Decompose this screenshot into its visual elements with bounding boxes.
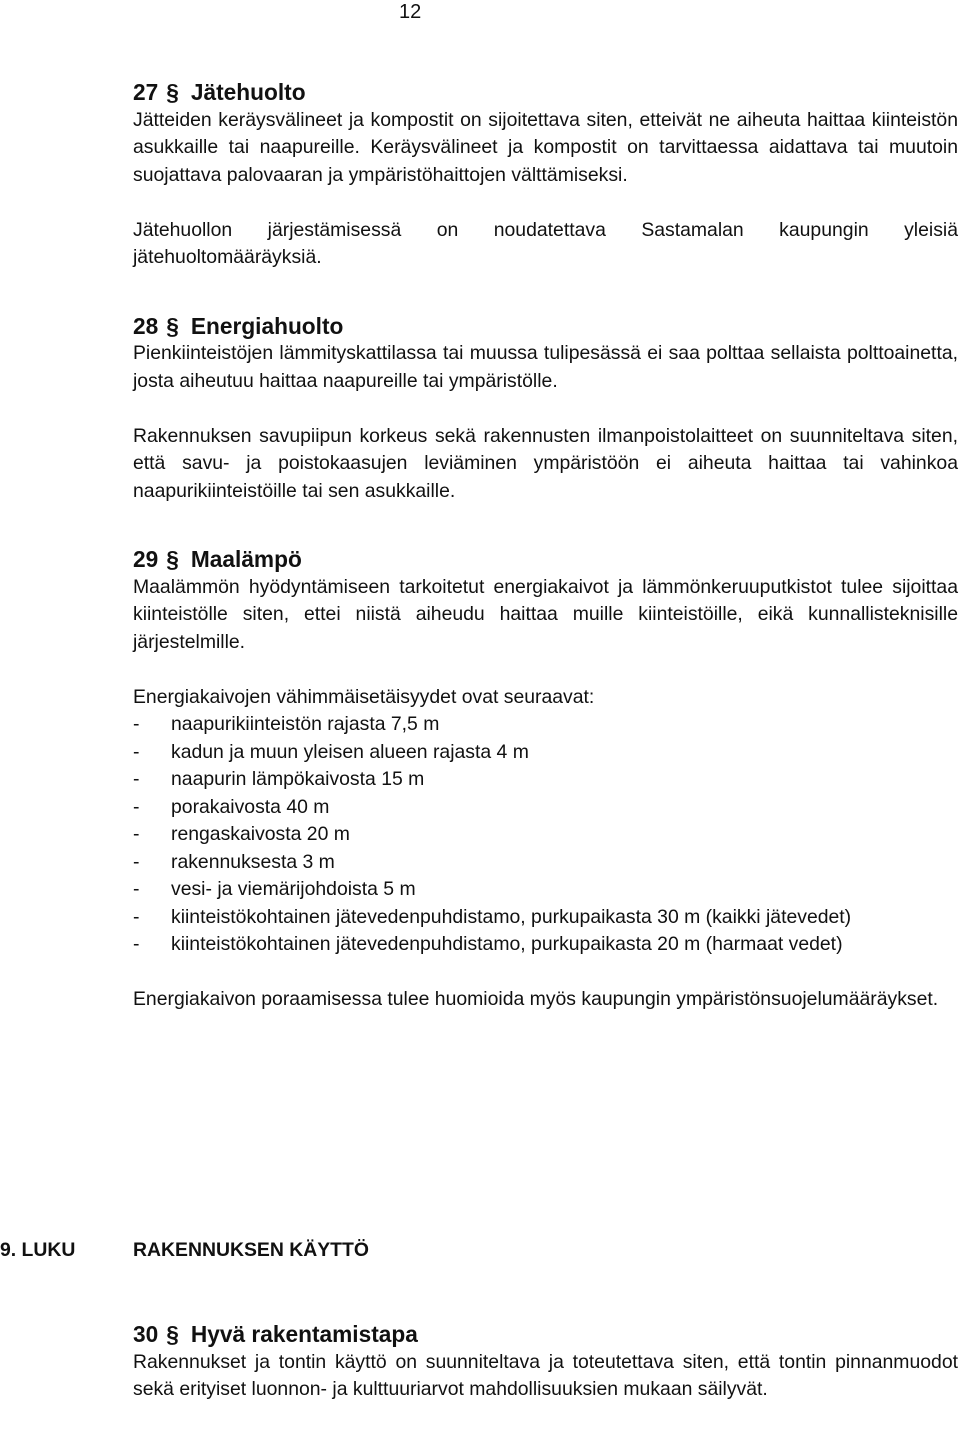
- list-item: - kiinteistökohtainen jätevedenpuhdistamo, purkupaikasta 30 m (kaikki jätevedet): [133, 904, 958, 932]
- section-28-paragraph-2: Rakennuksen savupiipun korkeus sekä rakennusten ilmanpoistolaitteet on suunniteltava siten, että savu- ja poistokaasujen leviäminen ympäristöön ei aiheuta haittaa tai vahinkoa naapurikiinteistöille tai sen asukkaille.: [133, 424, 958, 502]
- list-item: - kadun ja muun yleisen alueen rajasta 4 m: [133, 739, 958, 767]
- section-30-paragraph-1: Rakennukset ja tontin käyttö on suunniteltava ja toteutettava siten, että tontin pinnanmuodot sekä erityiset luonnon- ja kulttuuriarvot mahdollisuuksien mukaan säilyvät.: [133, 1350, 958, 1400]
- list-item: - naapurikiinteistön rajasta 7,5 m: [133, 711, 958, 739]
- section-symbol: §: [166, 546, 179, 572]
- section-30: [133, 1321, 958, 1404]
- list-item: - vesi- ja viemärijohdoista 5 m: [133, 876, 958, 904]
- section-29-heading: [133, 546, 958, 574]
- list-dash: -: [133, 740, 140, 763]
- section-27-paragraph-1: Jätteiden keräysvälineet ja kompostit on sijoitettava siten, etteivät ne aiheuta haittaa kiinteistön asukkaille tai naapureille. Keräysvälineet ja kompostit on tarvittaessa aidattava tai muutoin suojattava palovaaran ja ympäristöhaittojen välttämiseksi.: [133, 108, 958, 186]
- section-number: 27: [133, 79, 159, 105]
- list-dash: -: [133, 933, 140, 955]
- list-dash: -: [133, 823, 140, 845]
- page-number: 12: [399, 1, 422, 23]
- section-29-paragraph-1: Maalämmön hyödyntämiseen tarkoitetut energiakaivot ja lämmönkeruuputkistot tulee sijoittaa kiinteistölle siten, ettei niistä aiheudu haittaa muille kiinteistöille, eikä kunnallisteknisille järjestelmille.: [133, 575, 958, 653]
- section-number: 30: [133, 1321, 159, 1347]
- section-27-heading: [133, 79, 958, 107]
- list-dash: -: [133, 905, 140, 928]
- chapter-title: RAKENNUKSEN KÄYTTÖ: [133, 1239, 369, 1261]
- list-dash: -: [133, 713, 140, 735]
- section-symbol: §: [166, 312, 179, 339]
- document-body: [133, 79, 958, 1014]
- list-dash: -: [133, 850, 140, 873]
- section-title: Maalämpö: [190, 546, 302, 572]
- list-item: - rengaskaivosta 20 m: [133, 821, 958, 849]
- section-number: 29: [133, 546, 159, 572]
- section-29-paragraph-2: Energiakaivon poraamisessa tulee huomioida myös kaupungin ympäristönsuojelumääräykset.: [133, 988, 939, 1010]
- section-symbol: §: [166, 1321, 179, 1347]
- section-28-heading: [133, 313, 958, 341]
- distance-list: [133, 711, 958, 959]
- list-item: - rakennuksesta 3 m: [133, 849, 958, 877]
- list-dash: -: [133, 795, 140, 818]
- list-item: - porakaivosta 40 m: [133, 794, 958, 822]
- section-number: 28: [133, 312, 159, 339]
- section-30-heading: [133, 1321, 958, 1349]
- list-item: - kiinteistökohtainen jätevedenpuhdistamo, purkupaikasta 20 m (harmaat vedet): [133, 931, 958, 959]
- distance-list-intro: Energiakaivojen vähimmäisetäisyydet ovat seuraavat:: [133, 685, 595, 708]
- section-symbol: §: [166, 79, 179, 105]
- section-title: Energiahuolto: [190, 312, 344, 339]
- chapter-number: 9. LUKU: [0, 1239, 76, 1261]
- section-title: Jätehuolto: [190, 79, 306, 105]
- list-item: - naapurin lämpökaivosta 15 m: [133, 766, 958, 794]
- list-dash: -: [133, 768, 140, 790]
- section-title: Hyvä rakentamistapa: [190, 1321, 418, 1347]
- list-dash: -: [133, 878, 140, 900]
- section-28-paragraph-1: Pienkiinteistöjen lämmityskattilassa tai muussa tulipesässä ei saa polttaa sellaista polttoainetta, josta aiheutuu haittaa naapureille tai ympäristölle.: [133, 342, 958, 392]
- section-27-paragraph-2: Jätehuollon järjestämisessä on noudatettava Sastamalan kaupungin yleisiä jätehuoltomääräyksiä.: [133, 218, 958, 268]
